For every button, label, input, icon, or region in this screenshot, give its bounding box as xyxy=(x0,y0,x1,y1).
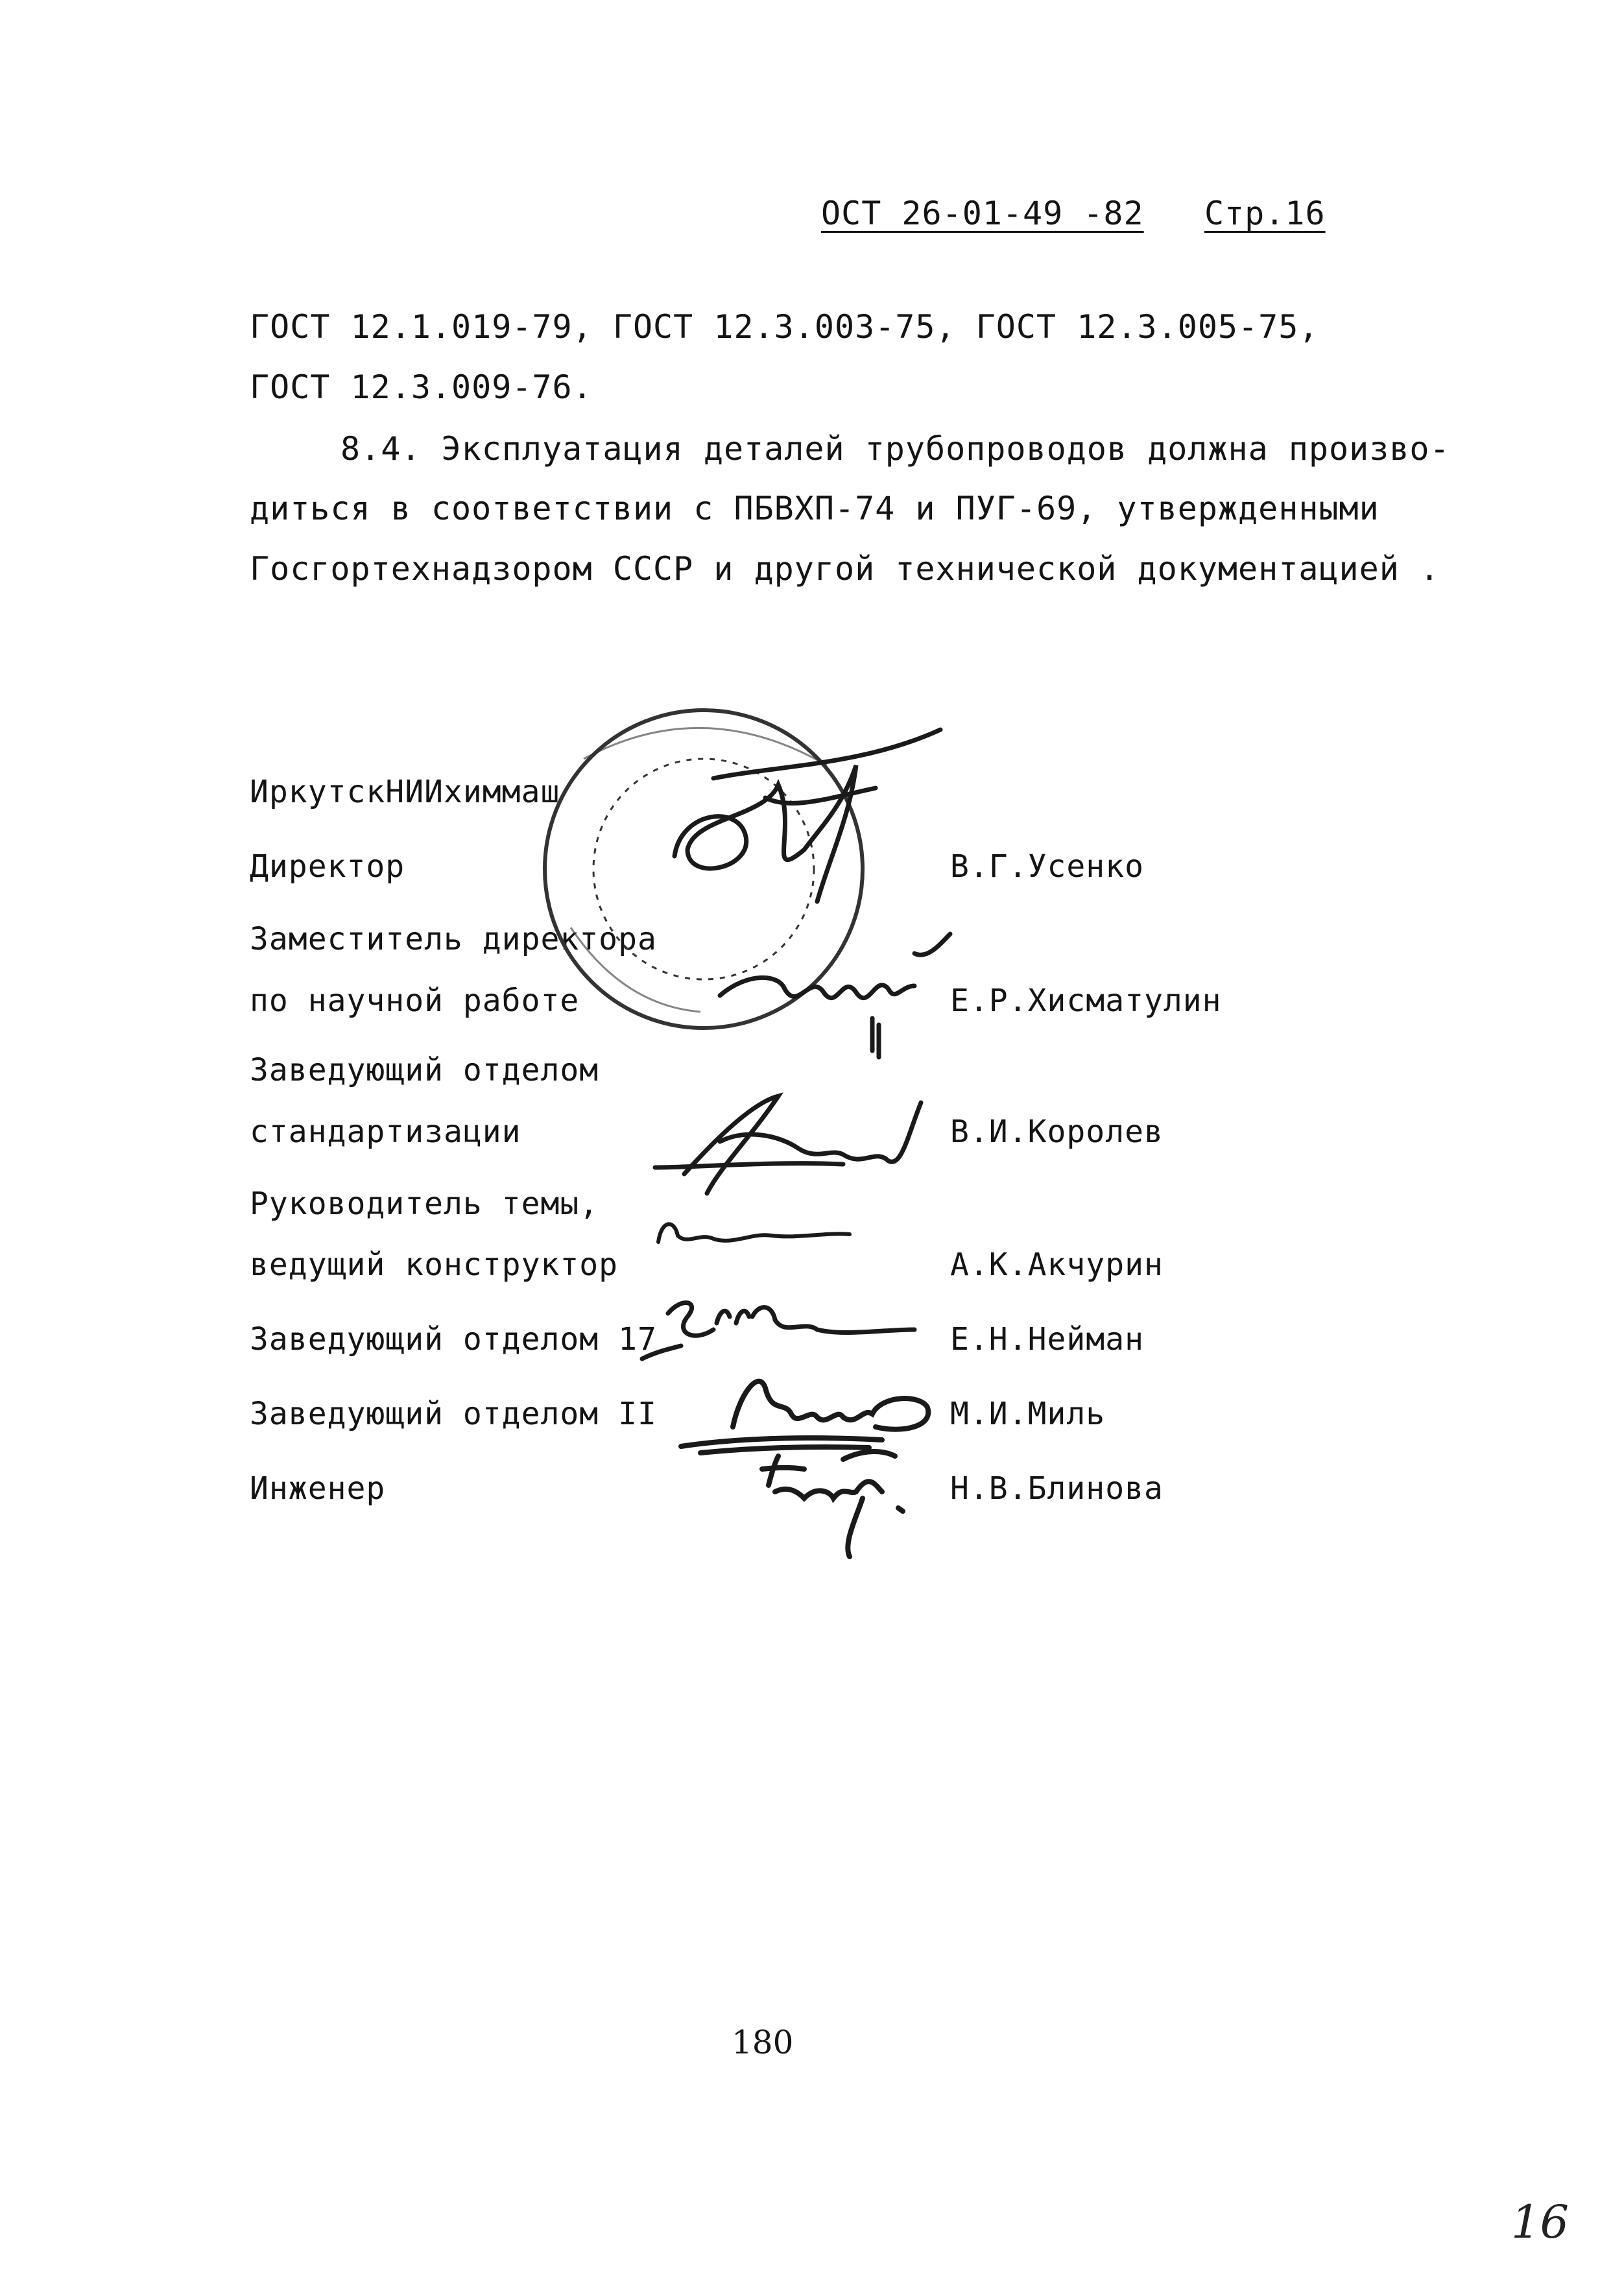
body-line: ГОСТ 12.3.009-76. xyxy=(250,368,593,406)
body-line: ГОСТ 12.1.019-79, ГОСТ 12.3.003-75, ГОСТ 12.3.005-75, xyxy=(250,308,1319,346)
signatory-name: Е.Н.Нейман xyxy=(950,1321,1144,1358)
page-label: Стр.16 xyxy=(1204,195,1326,232)
standardization-head-signature xyxy=(655,1096,921,1193)
doc-code: ОСТ 26-01-49 -82 xyxy=(821,195,1144,232)
signatory-title: ведущий конструктор xyxy=(250,1247,619,1283)
theme-leader-signature xyxy=(658,1224,850,1242)
signatory-name: В.И.Королев xyxy=(950,1114,1164,1150)
engineer-signature xyxy=(762,1456,903,1557)
page-number: 180 xyxy=(732,2024,794,2061)
signatory-title: по научной работе xyxy=(250,983,580,1019)
signatory-name: А.К.Акчурин xyxy=(950,1247,1164,1283)
signatory-name: Е.Р.Хисматулин xyxy=(950,983,1222,1019)
signatory-title: Заместитель директора xyxy=(250,921,657,957)
signatory-name: В.Г.Усенко xyxy=(950,848,1144,885)
signatory-title: Заведующий отделом 17 xyxy=(250,1321,657,1358)
signatory-title: Заведующий отделом II xyxy=(250,1396,657,1432)
signatory-title: Инженер xyxy=(250,1470,386,1507)
body-line: Госгортехнадзором СССР и другой технической документацией . xyxy=(250,550,1440,588)
signatory-title: Директор xyxy=(250,848,405,885)
organization-name: ИркутскНИИхиммаш xyxy=(250,774,560,810)
signatory-name: Н.В.Блинова xyxy=(950,1470,1164,1507)
body-line: 8.4. Эксплуатация деталей трубопроводов должна произво- xyxy=(340,430,1450,468)
handwritten-page-number: 16 xyxy=(1511,2195,1570,2249)
department-2-head-signature xyxy=(681,1382,928,1459)
signatory-name: М.И.Миль xyxy=(950,1396,1106,1432)
signatory-title: Заведующий отделом xyxy=(250,1052,599,1088)
signatory-title: Руководитель темы, xyxy=(250,1186,599,1222)
signatory-title: стандартизации xyxy=(250,1114,521,1150)
deputy-director-signature xyxy=(720,934,950,1057)
body-line: диться в соответствии с ПБВХП-74 и ПУГ-69, утвержденными xyxy=(250,490,1379,527)
department-17-head-signature xyxy=(642,1303,914,1359)
